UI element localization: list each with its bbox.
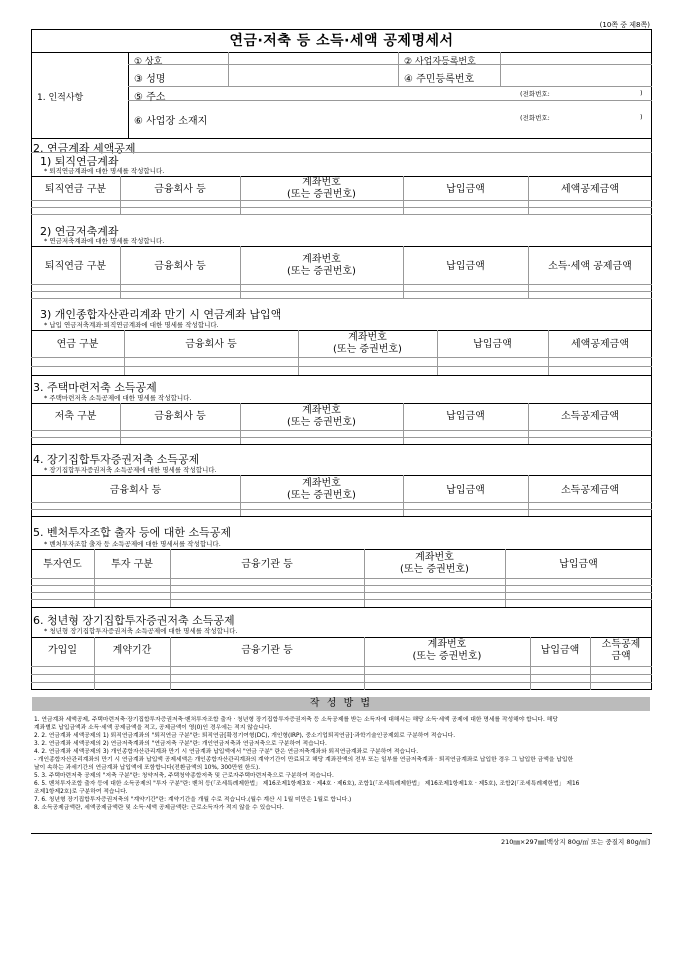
retirement-header-institution: 금융회사 등 [154, 184, 206, 195]
instruction-item: 조제1항제2호)로 구분하여 적습니다. [34, 789, 128, 795]
retirement-header-amount: 납입금액 [446, 184, 485, 195]
youth-fund-header-account-sub: (또는 증권번호) [412, 651, 482, 662]
housing-section-note: * 주택마련저축 소득공제에 대한 명세를 작성합니다. [44, 394, 192, 402]
resident-no-label: ④ 주민등록번호 [404, 74, 475, 85]
paper-spec-footer: 210㎜×297㎜[백상지 80g/㎡ 또는 중질지 80g/㎡] [500, 838, 650, 846]
isa-sub-note: * 납입 연금저축계좌·퇴직연금계좌에 대한 명세를 작성합니다. [44, 321, 219, 329]
housing-header-institution: 금융회사 등 [154, 411, 206, 422]
form-title: 연금·저축 등 소득·세액 공제명세서 [31, 30, 652, 53]
name-label: ③ 성명 [134, 74, 166, 85]
long-term-fund-section-title: 4. 장기집합투자증권저축 소득공제 [33, 453, 200, 466]
retirement-sub-note: * 퇴직연금계좌에 대한 명세를 작성합니다. [44, 167, 165, 175]
instructions-list [34, 716, 650, 812]
instruction-item: 날이 속하는 과세기간의 연금계좌 납입액에 포함합니다(전환금액의 10%, 300만원 한도). [34, 765, 261, 771]
savings-sub-note: * 연금저축계좌에 대한 명세를 작성합니다. [44, 237, 165, 245]
instruction-item: 6. 5. 벤처투자조합 출자 등에 대한 소득공제의 "투자 구분"란: 벤처 등(「조세특례제한법」 제16조제1항제3호 · 제4호 · 제6호), 조합1(「조세특례제한법」 제16조제1항제1호 · 제5호), 조합2(「조세특례제한법」 제16 [34, 781, 580, 787]
phone-close: ) [640, 89, 643, 97]
venture-header-amount: 납입금액 [559, 559, 598, 570]
venture-header-type: 투자 구분 [111, 559, 153, 570]
housing-header-account-sub: (또는 증권번호) [287, 417, 356, 428]
isa-sub-title: 3) 개인종합자산관리계좌 만기 시 연금계좌 납입액 [40, 308, 282, 321]
youth-fund-header-account: 계좌번호 [427, 639, 467, 650]
phone-label: (전화번호: [520, 90, 550, 98]
long-term-fund-header-account: 계좌번호 [302, 478, 341, 489]
housing-header-amount: 납입금액 [446, 411, 485, 422]
personal-section-label: 1. 인적사항 [37, 93, 84, 103]
instruction-item: 4. 2. 연금계좌 세액공제의 3) 개인종합자산관리계좌 만기 시 연금계좌 납입액에서 "연금 구분" 란은 연금저축계좌와 퇴직연금계좌로 구분하여 적습니다. [34, 749, 419, 755]
retirement-header-type: 퇴직연금 구분 [44, 184, 107, 195]
instruction-item: 2. 2. 연금계좌 세액공제의 1) 퇴직연금계좌의 "퇴직연금 구분"란: 퇴직연금[확정기여형(DC), 개인형(IRP), 중소기업퇴직연금]·과학기술인공제회로 구분하여 적습니다. [34, 733, 456, 739]
instruction-item: 계좌별로 납입금액과 소득·세액 공제금액을 적고, 공제금액이 영(0)인 경우에는 적지 않습니다. [34, 725, 272, 731]
long-term-fund-section-note: * 장기집합투자증권저축 소득공제에 대한 명세를 작성합니다. [44, 466, 217, 474]
savings-header-amount: 납입금액 [446, 261, 485, 272]
isa-header-account: 계좌번호 [348, 332, 387, 343]
youth-fund-section-title: 6. 청년형 장기집합투자증권저축 소득공제 [33, 614, 235, 627]
workplace-phone-label: (전화번호: [520, 114, 550, 122]
venture-section-title: 5. 벤처투자조합 출자 등에 대한 소득공제 [33, 526, 231, 539]
housing-header-account: 계좌번호 [302, 405, 341, 416]
youth-fund-header-deduction-sub: 금액 [611, 651, 631, 662]
youth-fund-header-institution: 금융기관 등 [241, 645, 293, 656]
isa-header-institution: 금융회사 등 [185, 339, 237, 350]
youth-fund-header-amount: 납입금액 [540, 645, 580, 656]
savings-header-account: 계좌번호 [302, 254, 341, 265]
long-term-fund-header-institution: 금융회사 등 [109, 485, 162, 496]
retirement-header-account: 계좌번호 [302, 177, 341, 188]
youth-fund-header-period: 계약기간 [112, 645, 152, 656]
youth-fund-header-date: 가입일 [48, 645, 77, 656]
savings-header-institution: 금융회사 등 [154, 261, 206, 272]
savings-header-type: 퇴직연금 구분 [44, 261, 107, 272]
long-term-fund-header-account-sub: (또는 증권번호) [287, 490, 356, 501]
retirement-header-credit: 세액공제금액 [561, 184, 619, 195]
youth-fund-header-deduction: 소득공제 [601, 639, 641, 650]
pension-section-title: 2. 연금계좌 세액공제 [33, 142, 136, 155]
savings-sub-title: 2) 연금저축계좌 [40, 225, 119, 238]
biz-no-label: ② 사업자등록번호 [404, 57, 476, 67]
venture-header-account-sub: (또는 증권번호) [400, 564, 469, 575]
youth-fund-section-note: * 청년형 장기집합투자증권저축 소득공제에 대한 명세를 작성합니다. [44, 627, 238, 635]
instruction-item: 7. 6. 청년형 장기집합투자증권저축의 "계약기간"란: 계약기간을 개월 수로 적습니다.(월수 계산 시 1월 미만은 1월로 합니다.) [34, 797, 352, 803]
instruction-item: 1. 연금계좌 세액공제, 주택마련저축·장기집합투자증권저축·벤처투자조합 출자 · 청년형 장기집합투자증권저축 등 소득공제를 받는 소득자에 대해서는 해당 소득·세액 공제에 대한 명세를 작성해야 합니다. 해당 [34, 717, 558, 723]
instructions-title: 작 성 방 법 [32, 697, 650, 711]
address-label: ⑤ 주소 [134, 92, 166, 103]
isa-header-credit: 세액공제금액 [571, 339, 629, 350]
instruction-item: 5. 3. 주택마련저축 공제의 "저축 구분"란: 청약저축, 주택청약종합저축 및 근로자주택마련저축으로 구분하여 적습니다. [34, 773, 334, 779]
savings-header-deduction: 소득·세액 공제금액 [548, 261, 632, 272]
isa-header-type: 연금 구분 [56, 339, 99, 350]
long-term-fund-header-deduction: 소득공제금액 [561, 485, 619, 496]
isa-header-amount: 납입금액 [473, 339, 512, 350]
venture-section-note: * 벤처투자조합 출자 등 소득공제에 대한 명세서를 작성합니다. [44, 540, 221, 548]
instruction-item: 8. 소득공제금액란, 세액공제금액란 및 소득·세액 공제금액란: 근로소득자가 적지 않을 수 있습니다. [34, 805, 284, 811]
instruction-item: - 개인종합자산관리계좌의 만기 시 연금계좌 납입액 공제세액은 개인종합자산관리계좌의 계약기간이 만료되고 해당 계좌잔액의 전부 또는 일부를 연금저축계좌 · 퇴직연금계좌로 납입한 경우 그 납입한 금액을 납입한 [34, 757, 574, 763]
instruction-item: 3. 2. 연금계좌 세액공제의 2) 연금저축계좌의 "연금저축 구분"란: 개인연금저축과 연금저축으로 구분하여 적습니다. [34, 741, 327, 747]
isa-header-account-sub: (또는 증권번호) [333, 344, 402, 355]
workplace-label: ⑥ 사업장 소재지 [134, 116, 208, 127]
company-label: ① 상호 [134, 57, 163, 67]
venture-header-year: 투자연도 [43, 559, 82, 570]
venture-header-account: 계좌번호 [415, 552, 454, 563]
savings-header-account-sub: (또는 증권번호) [287, 266, 356, 277]
page-number: (10쪽 중 제8쪽) [599, 21, 650, 29]
retirement-header-account-sub: (또는 증권번호) [287, 189, 356, 200]
retirement-sub-title: 1) 퇴직연금계좌 [40, 155, 119, 168]
housing-header-deduction: 소득공제금액 [561, 411, 619, 422]
housing-header-type: 저축 구분 [54, 411, 97, 422]
venture-header-institution: 금융기관 등 [241, 559, 293, 570]
housing-section-title: 3. 주택마련저축 소득공제 [33, 381, 157, 394]
workplace-phone-close: ) [640, 113, 643, 121]
long-term-fund-header-amount: 납입금액 [446, 485, 485, 496]
